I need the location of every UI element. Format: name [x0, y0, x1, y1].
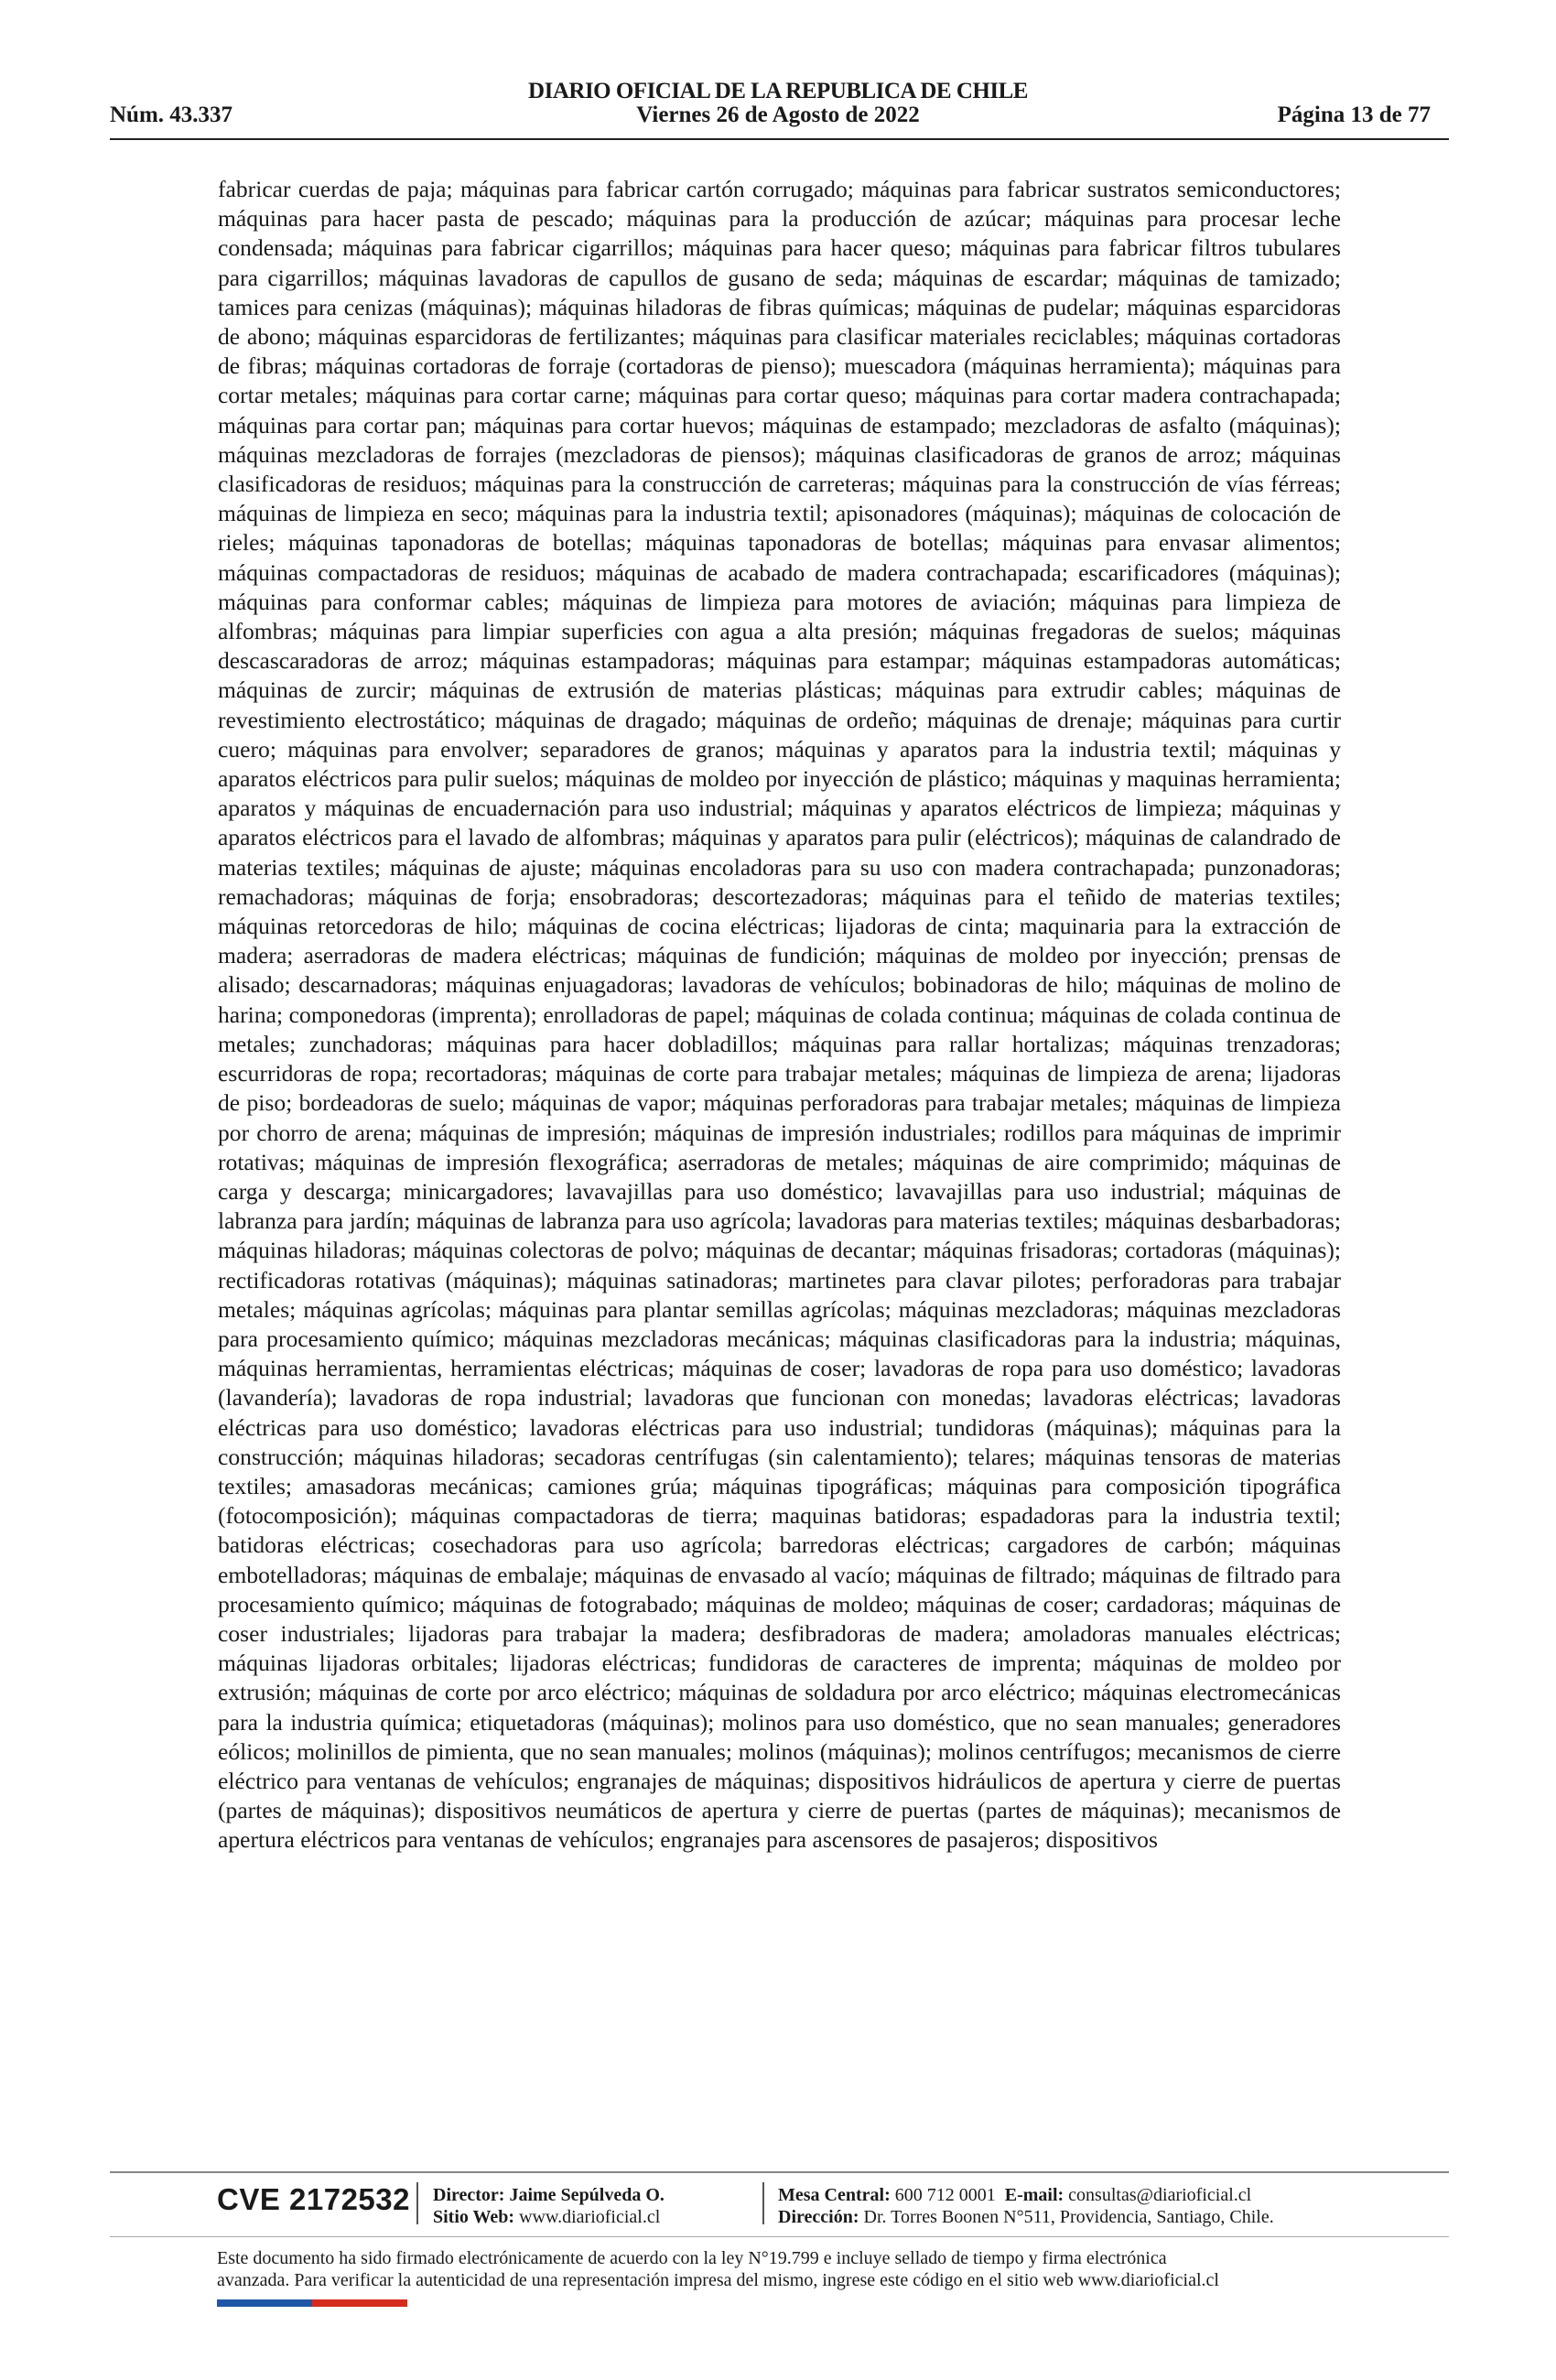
phone-number: 600 712 0001: [894, 2185, 996, 2205]
director-label: Director:: [433, 2185, 505, 2205]
flag-blue-segment: [217, 2299, 312, 2307]
footer-separator: [416, 2182, 418, 2224]
footer-separator: [762, 2182, 764, 2224]
chile-flag-stripe: [217, 2299, 407, 2307]
email-label: E-mail:: [1004, 2185, 1064, 2205]
legal-notice: [217, 2247, 1343, 2291]
cve-code: CVE 2172532: [217, 2182, 410, 2216]
footer-director-block: [433, 2184, 665, 2228]
publication-title: DIARIO OFICIAL DE LA REPUBLICA DE CHILE: [528, 79, 1028, 103]
footer-divider: [110, 2236, 1449, 2237]
website-link[interactable]: www.diarioficial.cl: [519, 2207, 661, 2227]
website-label: Sitio Web:: [433, 2207, 515, 2227]
publication-date: Viernes 26 de Agosto de 2022: [636, 103, 920, 127]
flag-red-segment: [312, 2299, 407, 2307]
legal-line: Este documento ha sido firmado electrónicamente de acuerdo con la ley N°19.799 e incluye sellado de tiempo y firma electrónica: [217, 2248, 1167, 2268]
issue-number: Núm. 43.337: [110, 103, 233, 127]
body-paragraph: fabricar cuerdas de paja; máquinas para fabricar cartón corrugado; máquinas para fabricar sustratos semiconductores; máquinas para hacer pasta de pescado; máquinas para la producción de azúcar; máquinas para procesar leche condensada; máquinas para fabricar cigarrillos; máquinas para hacer queso; máquinas para fabricar filtros tubulares para cigarrillos; máquinas lavadoras de capullos de gusano de seda; máquinas de escardar; máquinas de tamizado; tamices para cenizas (máquinas); máquinas hiladoras de fibras químicas; máquinas de pudelar; máquinas esparcidoras de abono; máquinas esparcidoras de fertilizantes; máquinas para clasificar materiales reciclables; máquinas cortadoras de fibras; máquinas cortadoras de forraje (cortadoras de pienso); muescadora (máquinas herramienta); máquinas para cortar metales; máquinas para cortar carne; máquinas para cortar queso; máquinas para cortar madera contrachapada; máquinas para cortar pan; máquinas para cortar huevos; máquinas de estampado; mezcladoras de asfalto (máquinas); máquinas mezcladoras de forrajes (mezcladoras de piensos); máquinas clasificadoras de granos de arroz; máquinas clasificadoras de residuos; máquinas para la construcción de carreteras; máquinas para la construcción de vías férreas; máquinas de limpieza en seco; máquinas para la industria textil; apisonadores (máquinas); máquinas de colocación de rieles; máquinas taponadoras de botellas; máquinas taponadoras de botellas; máquinas para envasar alimentos; máquinas compactadoras de residuos; máquinas de acabado de madera contrachapada; escarificadores (máquinas); máquinas para conformar cables; máquinas de limpieza para motores de aviación; máquinas para limpieza de alfombras; máquinas para limpiar superficies con agua a alta presión; máquinas fregadoras de suelos; máquinas descascaradoras de arroz; máquinas estampadoras; máquinas para estampar; máquinas estampadoras automáticas; máquinas de zurcir; máquinas de extrusión de materias plásticas; máquinas para extrudir cables; máquinas de revestimiento electrostático; máquinas de dragado; máquinas de ordeño; máquinas de drenaje; máquinas para curtir cuero; máquinas para envolver; separadores de granos; máquinas y aparatos para la industria textil; máquinas y aparatos eléctricos para pulir suelos; máquinas de moldeo por inyección de plástico; máquinas y maquinas herramienta; aparatos y máquinas de encuadernación para uso industrial; máquinas y aparatos eléctricos de limpieza; máquinas y aparatos eléctricos para el lavado de alfombras; máquinas y aparatos para pulir (eléctricos); máquinas de calandrado de materias textiles; máquinas de ajuste; máquinas encoladoras para su uso con madera contrachapada; punzonadoras; remachadoras; máquinas de forja; ensobradoras; descortezadoras; máquinas para el teñido de materias textiles; máquinas retorcedoras de hilo; máquinas de cocina eléctricas; lijadoras de cinta; maquinaria para la extracción de madera; aserradoras de madera eléctricas; máquinas de fundición; máquinas de moldeo por inyección; prensas de alisado; descarnadoras; máquinas enjuagadoras; lavadoras de vehículos; bobinadoras de hilo; máquinas de molino de harina; componedoras (imprenta); enrolladoras de papel; máquinas de colada continua; máquinas de colada continua de metales; zunchadoras; máquinas para hacer dobladillos; máquinas para rallar hortalizas; máquinas trenzadoras; escurridoras de ropa; recortadoras; máquinas de corte para trabajar metales; máquinas de limpieza de arena; lijadoras de piso; bordeadoras de suelo; máquinas de vapor; máquinas perforadoras para trabajar metales; máquinas de limpieza por chorro de arena; máquinas de impresión; máquinas de impresión industriales; rodillos para máquinas de imprimir rotativas; máquinas de impresión flexográfica; aserradoras de metales; máquinas de aire comprimido; máquinas de carga y descarga; minicargadores; lavavajillas para uso doméstico; lavavajillas para uso industrial; máquinas de labranza para jardín; máquinas de labranza para uso agrícola; lavadoras para materias textiles; máquinas desbarbadoras; máquinas hiladoras; máquinas colectoras de polvo; máquinas de decantar; máquinas frisadoras; cortadoras (máquinas); rectificadoras rotativas (máquinas); máquinas satinadoras; martinetes para clavar pilotes; perforadoras para trabajar metales; máquinas agrícolas; máquinas para plantar semillas agrícolas; máquinas mezcladoras; máquinas mezcladoras para procesamiento químico; máquinas mezcladoras mecánicas; máquinas clasificadoras para la industria; máquinas, máquinas herramientas, herramientas eléctricas; máquinas de coser; lavadoras de ropa para uso doméstico; lavadoras (lavandería); lavadoras de ropa industrial; lavadoras que funcionan con monedas; lavadoras eléctricas; lavadoras eléctricas para uso doméstico; lavadoras eléctricas para uso industrial; tundidoras (máquinas); máquinas para la construcción; máquinas hiladoras; secadoras centrífugas (sin calentamiento); telares; máquinas tensoras de materias textiles; amasadoras mecánicas; camiones grúa; máquinas tipográficas; máquinas para composición tipográfica (fotocomposición); máquinas compactadoras de tierra; maquinas batidoras; espadadoras para la industria textil; batidoras eléctricas; cosechadoras para uso agrícola; barredoras eléctricas; cargadores de carbón; máquinas embotelladoras; máquinas de embalaje; máquinas de envasado al vacío; máquinas de filtrado; máquinas de filtrado para procesamiento químico; máquinas de fotograbado; máquinas de moldeo; máquinas de coser; cardadoras; máquinas de coser industriales; lijadoras para trabajar la madera; desfibradoras de madera; amoladoras manuales eléctricas; máquinas lijadoras orbitales; lijadoras eléctricas; fundidoras de caracteres de imprenta; máquinas de moldeo por extrusión; máquinas de corte por arco eléctrico; máquinas de soldadura por arco eléctrico; máquinas electromecánicas para la industria química; etiquetadoras (máquinas); molinos para uso doméstico, que no sean manuales; generadores eólicos; molinillos de pimienta, que no sean manuales; molinos (máquinas); molinos centrífugos; mecanismos de cierre eléctrico para ventanas de vehículos; engranajes de máquinas; dispositivos hidráulicos de apertura y cierre de puertas (partes de máquinas); dispositivos neumáticos de apertura y cierre de puertas (partes de máquinas); mecanismos de apertura eléctricos para ventanas de vehículos; engranajes para ascensores de pasajeros; dispositivos: [218, 176, 1341, 1854]
phone-label: Mesa Central:: [778, 2185, 891, 2205]
director-name: Jaime Sepúlveda O.: [509, 2185, 665, 2205]
footer-contact-block: [778, 2184, 1274, 2228]
header-divider: [110, 138, 1449, 140]
page-number: Página 13 de 77: [1277, 103, 1431, 127]
email-link[interactable]: consultas@diarioficial.cl: [1068, 2185, 1252, 2205]
address: Dr. Torres Boonen N°511, Providencia, Santiago, Chile.: [863, 2207, 1274, 2227]
footer-divider-top: [110, 2171, 1449, 2173]
address-label: Dirección:: [778, 2207, 859, 2227]
legal-line: avanzada. Para verificar la autenticidad de una representación impresa del mismo, ingrese este código en el sitio web www.diarioficial.cl: [217, 2270, 1219, 2290]
